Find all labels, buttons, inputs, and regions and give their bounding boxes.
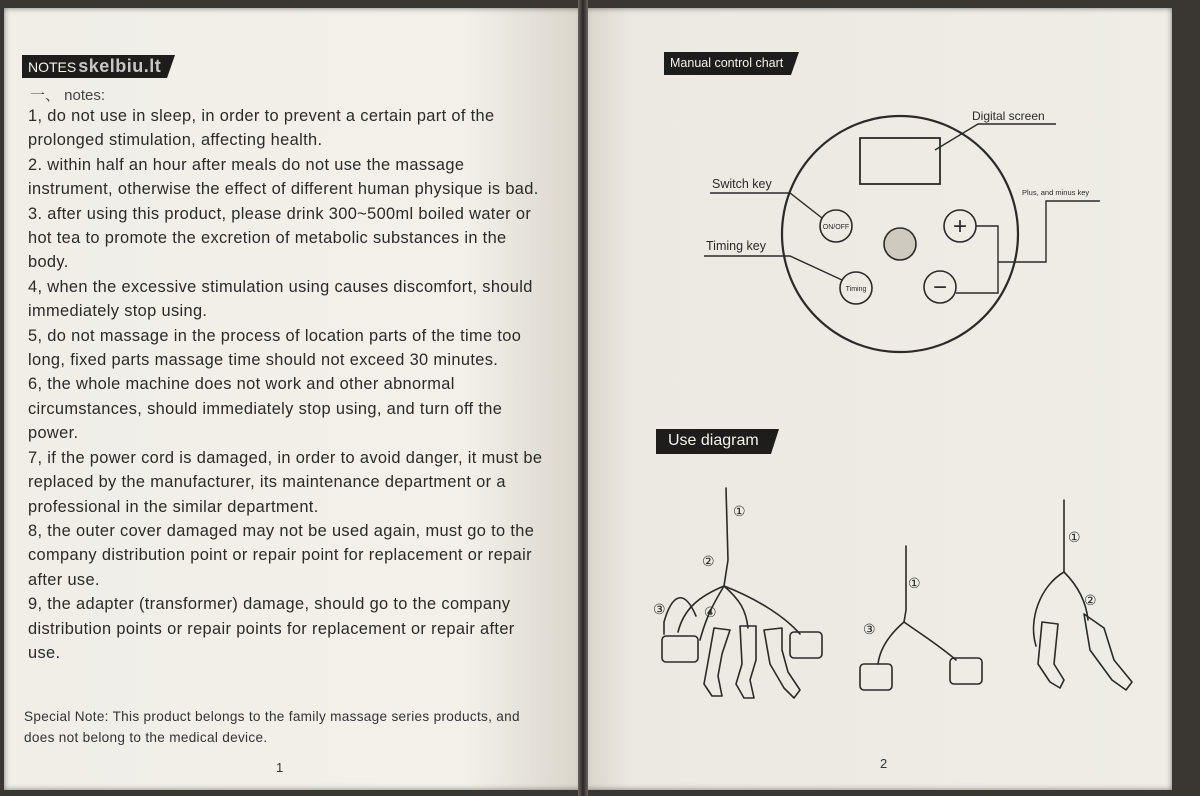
notes-subheading: 一、 notes: — [30, 87, 106, 104]
switch-key-label: Switch key — [712, 177, 772, 191]
special-note: Special Note: This product belongs to the family massage series products, and does not belong to the medical device. — [24, 709, 520, 745]
foot-wrap-right — [950, 658, 982, 684]
manual-chart-heading-text: Manual control chart — [670, 56, 784, 70]
marker-three: ③ — [863, 621, 876, 637]
timing-key-label: Timing key — [706, 239, 766, 253]
marker-three: ③ — [653, 601, 666, 617]
note-item: 6, the whole machine does not work and other abnormal circumstances, should immediately stop using, and turn off the power. — [28, 375, 503, 443]
marker-four: ④ — [704, 604, 717, 620]
watermark-text: skelbiu.lt — [78, 56, 162, 76]
timing-label: Timing — [845, 286, 867, 293]
page-number-left: 1 — [276, 760, 284, 775]
plus-minus-key-label: Plus, and minus key — [1022, 188, 1090, 197]
note-item: 5, do not massage in the process of location parts of the time too long, fixed parts massage time should not exceed 30 minutes. — [28, 326, 522, 370]
marker-one: ① — [1068, 529, 1081, 545]
use-diagram-heading-text: Use diagram — [668, 432, 759, 449]
note-item: 2. within half an hour after meals do not use the massage instrument, otherwise the effect of different human physique is bad. — [28, 155, 539, 199]
cable-branch — [724, 586, 748, 628]
leg-wrap — [1084, 614, 1132, 690]
cable-main — [904, 546, 906, 622]
minus-icon: − — [932, 274, 948, 301]
note-item: 3. after using this product, please drink 300~500ml boiled water or hot tea to promote the excretion of metabolic substances in the body. — [28, 204, 532, 272]
note-item: 4, when the excessive stimulation using causes discomfort, should immediately stop using. — [28, 277, 533, 321]
note-item: 8, the outer cover damaged may not be used again, must go to the company distribution point or repair point for replacement or repair after use. — [28, 521, 535, 589]
foot-wrap-right — [790, 632, 822, 658]
cable-branch — [878, 622, 904, 664]
cable-branch — [904, 622, 956, 660]
digital-screen-label: Digital screen — [972, 109, 1045, 123]
note-item: 1, do not use in sleep, in order to prevent a certain part of the prolonged stimulation, affecting health. — [28, 107, 495, 150]
page-number-right: 2 — [880, 756, 888, 771]
wrap-left — [664, 598, 696, 634]
on-off-label: ON/OFF — [822, 224, 850, 231]
leg-wrap — [704, 628, 730, 696]
cable-main — [724, 488, 728, 586]
marker-two: ② — [702, 553, 715, 569]
notes-heading-text: NOTES — [28, 59, 77, 75]
plus-icon: + — [952, 213, 968, 240]
foot-wrap-left — [860, 664, 892, 690]
note-item: 9, the adapter (transformer) damage, should go to the company distribution points or repair points for replacement or repair after use. — [28, 595, 515, 662]
marker-one: ① — [733, 503, 746, 519]
cable-branch — [724, 586, 800, 634]
foot-wrap-left — [662, 636, 698, 662]
cable-branch — [678, 586, 724, 632]
cable-branch — [1034, 572, 1064, 646]
leg-wrap — [736, 626, 756, 698]
marker-two: ② — [1084, 592, 1097, 608]
marker-one: ① — [908, 575, 921, 591]
leg-wrap — [1038, 622, 1064, 688]
note-item: 7, if the power cord is damaged, in order to avoid danger, it must be replaced by the manufacturer, its maintenance department or a professional in the similar department. — [28, 448, 543, 516]
leg-wrap — [764, 628, 800, 698]
